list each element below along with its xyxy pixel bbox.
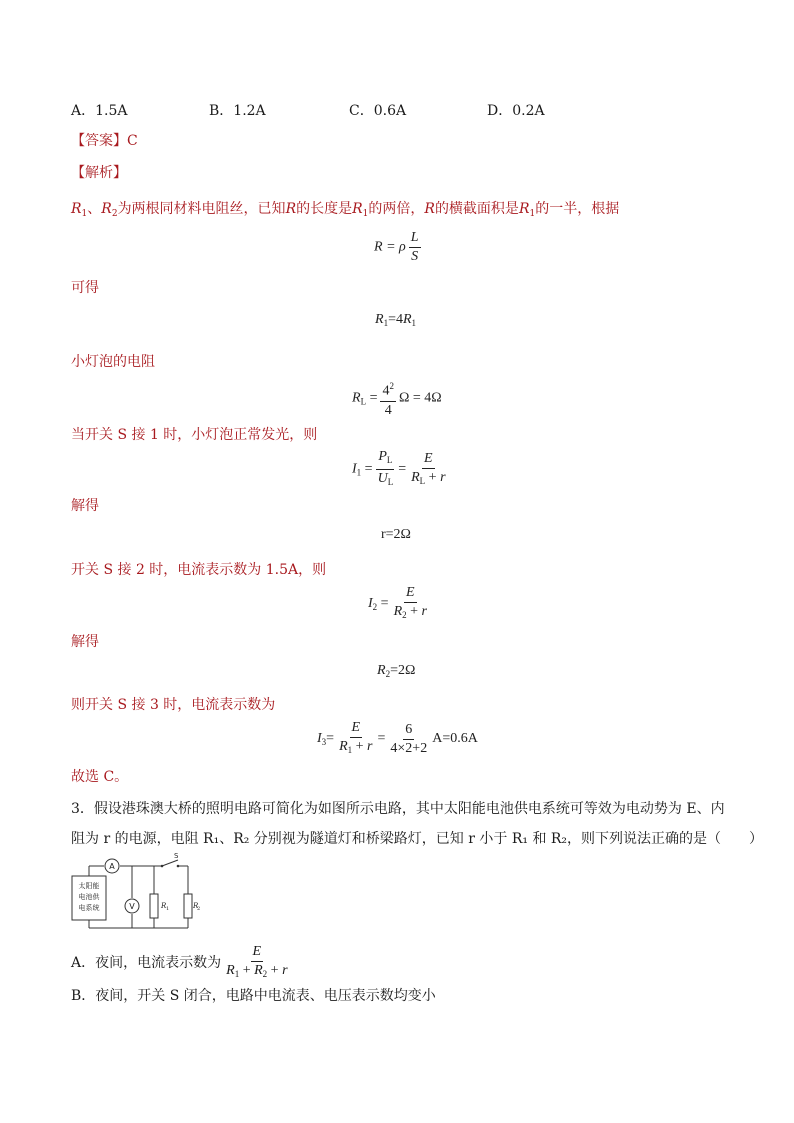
text-e: 的一半，根据 (535, 201, 620, 217)
i3-den: 4×2+2 (390, 740, 428, 756)
text-a: 为两根同材料电阻丝，已知 (117, 201, 286, 217)
formula-resistivity (374, 230, 424, 265)
bulb-num: 4 (382, 383, 390, 399)
text-d: 的横截面积是 (434, 201, 519, 217)
formula-i1: $I_1$ = $\frac{P_L}{U_L}$ = $\frac{E}{R_L + r}$ (352, 449, 446, 487)
formula-r2: $R_2=2\Omega$ (377, 663, 416, 679)
r-symbol: R (285, 201, 297, 217)
option-b: B．1.2A (209, 103, 266, 119)
jiede-text-2: 解得 (71, 634, 99, 650)
formula-i3: $I_3=$ $\frac{E}{R_1 + r}$ = $\frac{6}{4\times 2+2}$ A=0.6A (317, 720, 478, 756)
option-a: A．1.5A (71, 103, 128, 119)
circuit-diagram (70, 852, 200, 934)
formula-bulb-resistance: $R_L$ = $\frac{4^2}{4}$ Ω = 4Ω (352, 378, 442, 419)
formula-eq-rho: = ρ (382, 239, 406, 255)
switch3-text: 则开关 S 接 3 时，电流表示数为 (71, 697, 276, 713)
kede-text: 可得 (71, 280, 99, 296)
resistor-r1 (150, 894, 158, 918)
bulb-resistance-text: 小灯泡的电阻 (71, 354, 155, 370)
question3-line1: 3．假设港珠澳大桥的照明电路可简化为如图所示电路，其中太阳能电池供电系统可等效为电动势为 E、内 (71, 801, 725, 817)
formula-r-internal: r=2Ω (381, 527, 411, 542)
r1-symbol-b: R (352, 201, 363, 217)
r2-sub: 2 (111, 209, 118, 219)
guxuan-text: 故选 C。 (71, 769, 129, 785)
r1-sub-c: 1 (529, 209, 536, 219)
formula-r-ratio: $R_1=4R_1$ (375, 312, 417, 328)
text-b: 的长度是 (296, 201, 353, 217)
i3-result: A=0.6A (432, 731, 478, 747)
switch-label: S (174, 852, 179, 860)
resistor-r2 (184, 894, 192, 918)
analysis-label: 【解析】 (71, 165, 127, 181)
r1-sub: 1 (81, 209, 88, 219)
option-c: C．0.6A (349, 103, 407, 119)
question3-option-a: A．夜间，电流表示数为 $\frac{E}{R_1 + R_2 + r}$ (71, 944, 288, 979)
analysis-paragraph-1 (71, 199, 619, 224)
fraction-numerator: L (409, 230, 421, 248)
r2-label-sub: 2 (197, 906, 200, 912)
separator: 、 (87, 201, 102, 217)
r2-value: =2Ω (390, 663, 416, 678)
r1-sub-b: 1 (362, 209, 369, 219)
switch2-text: 开关 S 接 2 时，电流表示数为 1.5A，则 (71, 562, 327, 578)
formula-eq-4: =4 (388, 312, 403, 327)
r1-label-sub: 1 (166, 906, 170, 912)
answer-label: 【答案】 (71, 133, 127, 149)
ammeter-label: A (109, 862, 115, 871)
r1-symbol: R (71, 201, 82, 217)
answer-line (71, 131, 138, 151)
formula-i2: $I_2$ = $\frac{E}{R_2 + r}$ (368, 585, 427, 620)
voltmeter-label: V (129, 902, 135, 911)
jiede-text-1: 解得 (71, 498, 99, 514)
solar-box-text-1: 太阳能 (78, 882, 100, 890)
switch-icon (162, 860, 178, 866)
bulb-result: Ω = 4Ω (398, 390, 442, 406)
solar-box-text-2: 电池供 (78, 893, 100, 901)
answer-value: C (127, 133, 138, 149)
option-a-text: A．夜间，电流表示数为 (71, 955, 222, 971)
r2-symbol: R (101, 201, 112, 217)
question3-option-b: B．夜间，开关 S 闭合，电路中电流表、电压表示数均变小 (71, 988, 436, 1004)
r1-symbol-c: R (518, 201, 530, 217)
text-c: 的两倍， (368, 201, 425, 217)
fraction-denominator: S (411, 249, 419, 264)
option-d: D．0.2A (487, 103, 545, 119)
formula-r: R (374, 239, 383, 255)
fraction-l-over-s (409, 230, 421, 265)
question3-line2: 阻为 r 的电源，电阻 R₁、R₂ 分别视为隧道灯和桥梁路灯，已知 r 小于 R₁ 和 R₂，则下列说法正确的是（ ） (71, 831, 764, 847)
solar-box-text-3: 电系统 (78, 904, 100, 912)
r-symbol-b: R (424, 201, 435, 217)
fraction-bulb: $\frac{4^2}{4}$ (380, 378, 396, 419)
bulb-den: 4 (384, 402, 392, 418)
switch1-text: 当开关 S 接 1 时，小灯泡正常发光，则 (71, 427, 318, 443)
r1-label: R (161, 902, 167, 910)
r2-label: R (193, 902, 199, 910)
i3-num: 6 (403, 722, 414, 740)
